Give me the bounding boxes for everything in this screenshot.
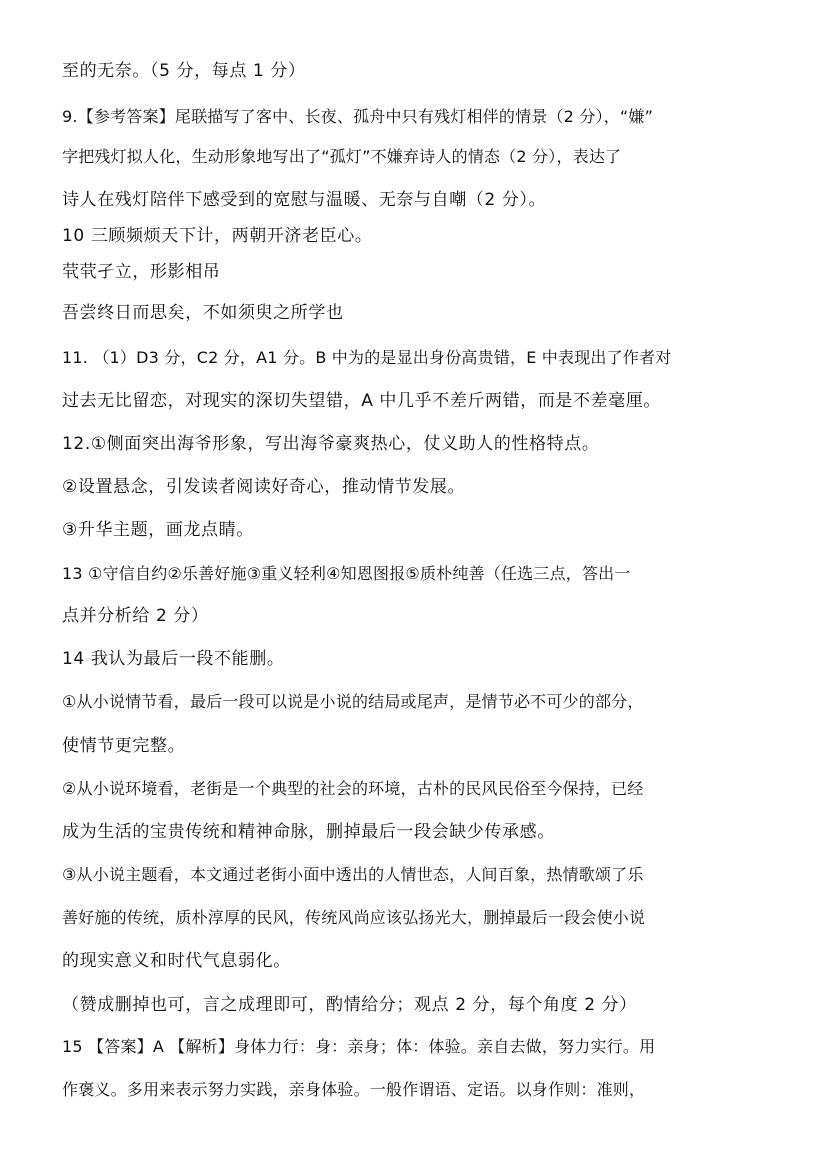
text-line: 点并分析给 2 分） xyxy=(62,606,209,626)
text-line: 善好施的传统，质朴淳厚的民风，传统风尚应该弘扬光大，删掉最后一段会使小说 xyxy=(62,908,646,927)
text-line: ②从小说环境看，老街是一个典型的社会的环境，古朴的民风民俗至今保持，已经 xyxy=(62,779,644,798)
text-line: 10 三顾频烦天下计，两朝开济老臣心。 xyxy=(62,226,373,246)
text-line: 吾尝终日而思矣，不如须臾之所学也 xyxy=(62,303,344,323)
text-line: 诗人在残灯陪伴下感受到的宽慰与温暖、无奈与自嘲（2 分）。 xyxy=(62,190,547,210)
text-line: 使情节更完整。 xyxy=(62,736,186,756)
text-line: 过去无比留恋，对现实的深切失望错，A 中几乎不差斤两错，而是不差毫厘。 xyxy=(62,391,662,411)
text-line: ①从小说情节看，最后一段可以说是小说的结局或尾声，是情节必不可少的部分， xyxy=(62,692,644,711)
text-line: （赞成删掉也可，言之成理即可，酌情给分；观点 2 分，每个角度 2 分） xyxy=(62,995,637,1015)
text-line: ②设置悬念，引发读者阅读好奇心，推动情节发展。 xyxy=(62,477,466,497)
text-line: ③升华主题，画龙点睛。 xyxy=(62,520,254,540)
text-line: 9.【参考答案】尾联描写了客中、长夜、孤舟中只有残灯相伴的情景（2 分），“嫌” xyxy=(62,107,654,126)
text-line: 成为生活的宝贵传统和精神命脉，删掉最后一段会缺少传承感。 xyxy=(62,822,555,842)
text-line: 12.①侧面突出海爷形象，写出海爷豪爽热心，仗义助人的性格特点。 xyxy=(62,434,600,454)
text-line: 14 我认为最后一段不能删。 xyxy=(62,649,285,669)
text-line: 的现实意义和时代气息弱化。 xyxy=(62,951,291,971)
text-line: 茕茕孑立，形影相吊 xyxy=(62,262,221,282)
text-line: 作褒义。多用来表示努力实践，亲身体验。一般作谓语、定语。以身作则：准则， xyxy=(62,1080,646,1099)
text-line: 13 ①守信自约②乐善好施③重义轻利④知恩图报⑤质朴纯善（任选三点，答出一 xyxy=(62,564,631,583)
text-line: 11. （1）D3 分，C2 分，A1 分。B 中为的是显出身份高贵错，E 中表现出了作者对 xyxy=(62,348,672,367)
text-line: ③从小说主题看，本文通过老街小面中透出的人情世态，人间百象，热情歌颂了乐 xyxy=(62,865,644,884)
text-line: 字把残灯拟人化，生动形象地写出了“孤灯”不嫌弃诗人的情态（2 分），表达了 xyxy=(62,147,622,166)
text-line: 15 【答案】A 【解析】身体力行：身：亲身；体：体验。亲自去做，努力实行。用 xyxy=(62,1037,656,1056)
text-line: 至的无奈。（5 分，每点 1 分） xyxy=(62,61,306,81)
